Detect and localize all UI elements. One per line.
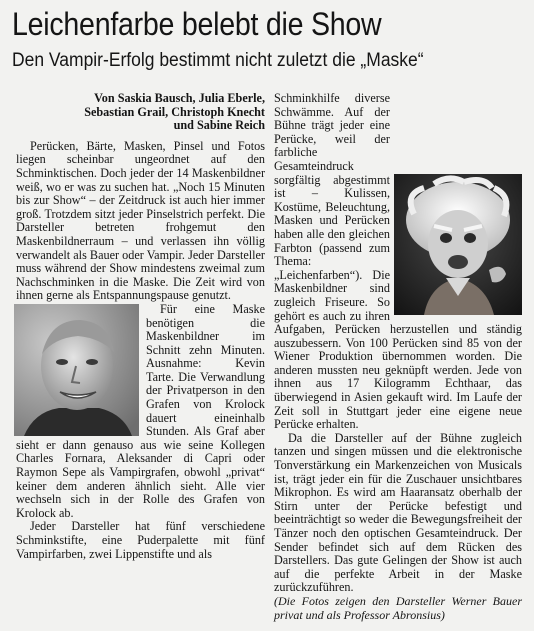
headline: Leichenfarbe belebt die Show [12,6,382,42]
paragraph: Perücken, Bärte, Masken, Pinsel und Fotos liegen scheinbar ungeordnet auf den Schminktischen. Doch jeder der 14 Maskenbildner weiß, wo er was zu suchen hat. „Noch 15 Minuten bis zur Show“ – der Zeitdruck ist auch hier immer groß. Trotzdem sitzt jeder Pinselstrich perfekt. Die Darsteller betreten frohgemut den Maskenbildnerraum – und verlassen ihn völlig verwandelt als Bauer oder Vampir. Jeder Darsteller muss während der Show mindestens zweimal zum Nachschminken in die Maske. Die Zeit wird von ihnen gerne als Entspannungspause genutzt. [16,138,265,303]
paragraph: Jeder Darsteller hat fünf verschiedene Schminkstifte, eine Puderpalette mit fünf Vampirfarben, zwei Lippenstifte und als [16,519,265,561]
paragraph: Für eine Maske benötigen die Maskenbildner im Schnitt zehn Minuten. Ausnahme: Kevin Tarte. Die Verwandlung der Privatperson in den Grafen von Krolock dauert eineinhalb Stunden. Als Graf aber sieht er dann genauso aus wie seine Kollegen Charles Fornara, Aleksander di Capri oder Raymon Sepe als Vampirgrafen, obwohl „privat“ keiner dem anderen ähnlich sieht. Alle vier wechseln sich in der Rolle des Grafen von Krolock ab. [16,301,265,520]
byline-line: Von Saskia Bausch, Julia Eberle, [94,91,265,105]
byline-line: Sebastian Grail, Christoph Knecht [84,104,265,119]
byline-line: und Sabine Reich [173,118,265,133]
photo-caption: (Die Fotos zeigen den Darsteller Werner Bauer privat und als Professor Abronsius) [274,593,522,622]
paragraph: Da die Darsteller auf der Bühne zugleich tanzen und singen müssen und die elektronische Tonverstärkung ein Markenzeichen von Musicals ist, trägt jeder ein für die Zuschauer unsichtbares Mikrophon. Es wird am Haaransatz oberhalb der Stirn unter der Perücke befestigt und beeinträchtigt so weder die Bewegungsfreiheit der Tänzer noch den optischen Gesamteindruck. Der Sender befindet sich auf dem Rücken des Darstellers. Das gute Gelingen der Show ist auch auf die perfekte Arbeit in der Maske zurückzuführen. [274,430,522,595]
photo-actor-private [14,304,139,436]
byline [16,92,265,133]
paragraph: Schminkhilfe diverse Schwämme. Auf der Bühne trägt jeder eine Perücke, weil der farbliche Gesamteindruck sorgfältig abgestimmt ist – Kulissen, Kostüme, Beleuchtung, Masken und Perücken haben alle den gleichen Farbton (passend zum Thema: „Leichenfarben“). Die Maskenbildner sind zugleich Friseure. So gehört es auch zu ihren Aufgaben, Perücken herzustellen und ständig auszubessern. Von 100 Perücken sind 85 von der Wiener Produktion übernommen worden. Die anderen mussten neu geknüpft werden. Jede von ihnen aus 17 Kilogramm Echthaar, das überwiegend in Asien gekauft wird. Im Laufe der Zeit soll in Stuttgart jeder eine eigene neue Perücke erhalten. [274,92,522,432]
article-column-right [274,92,522,622]
subheadline: Den Vampir-Erfolg bestimmt nicht zuletzt die „Maske“ [12,50,424,71]
article-column-left [16,92,265,561]
photo-professor-abronsius [394,174,522,315]
